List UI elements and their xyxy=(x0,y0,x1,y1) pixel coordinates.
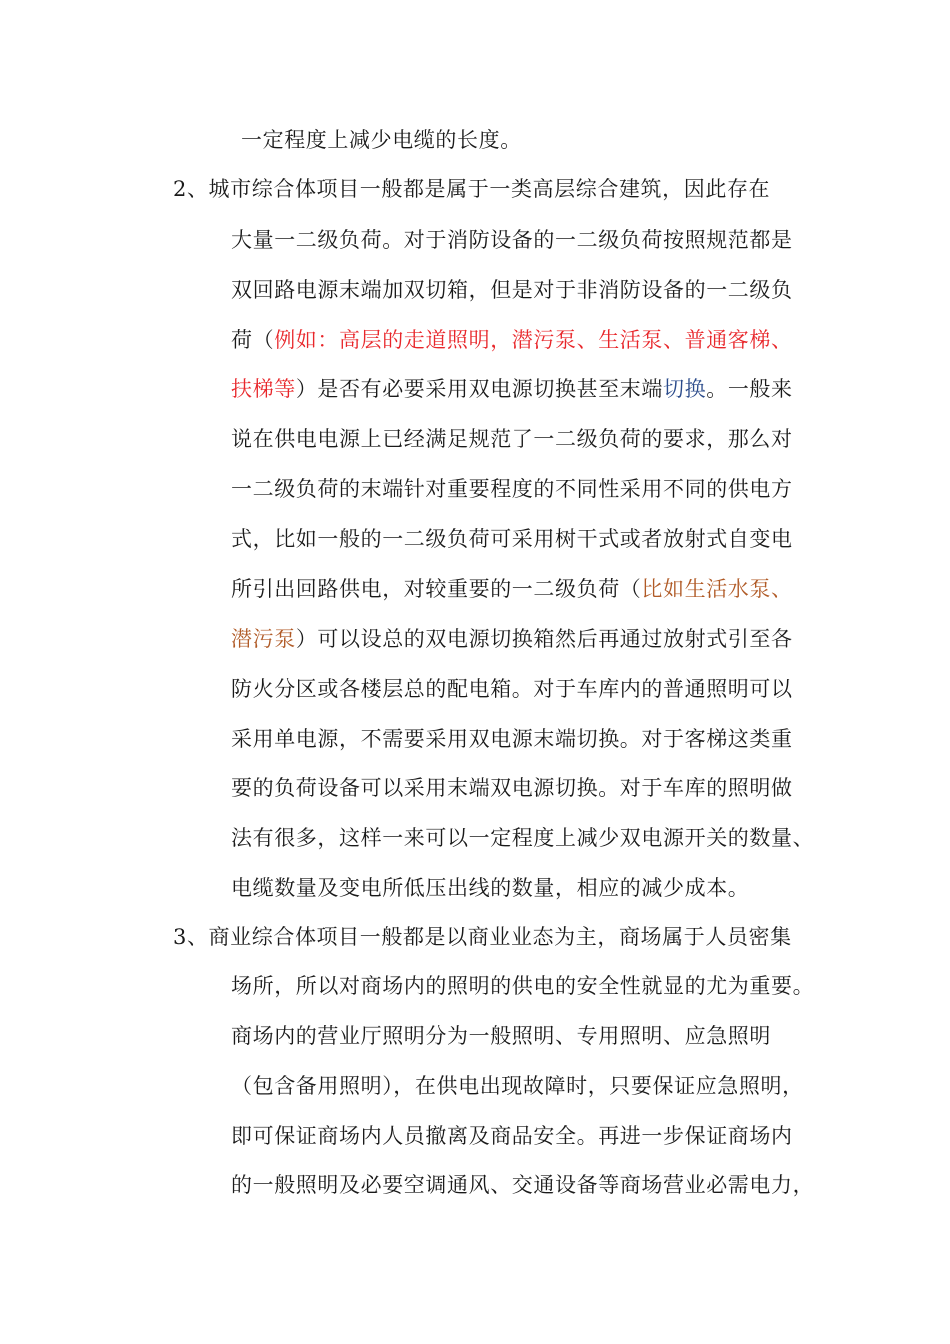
text-line-14 xyxy=(231,775,793,801)
red-highlight-text: 扶梯等 xyxy=(231,377,296,401)
text-line-5 xyxy=(231,327,793,353)
brown-highlight-text: 潜污泵 xyxy=(231,627,296,651)
text-line-20 xyxy=(231,1073,804,1099)
text-run: 双回路电源末端加双切箱，但是对于非消防设备的一二级负 xyxy=(231,278,793,302)
text-line-6 xyxy=(231,376,793,402)
red-highlight-text: 例如：高层的走道照明，潜污泵、生活泵、普通客梯、 xyxy=(274,328,793,352)
text-line-13 xyxy=(231,726,793,752)
text-run: 采用单电源，不需要采用双电源末端切换。对于客梯这类重 xyxy=(231,727,793,751)
text-line-15 xyxy=(231,825,814,851)
text-line-9 xyxy=(231,526,793,552)
text-run: 的一般照明及必要空调通风、交通设备等商场营业必需电力， xyxy=(231,1173,815,1197)
text-line-18 xyxy=(231,973,814,999)
list-item-2-first-line xyxy=(173,176,770,202)
text-line-8 xyxy=(231,476,793,502)
brown-highlight-text: 比如生活水泵、 xyxy=(641,577,793,601)
text-line-16 xyxy=(231,875,749,901)
text-line-10 xyxy=(231,576,793,602)
text-run: 。一般来 xyxy=(706,377,793,401)
text-run: 一定程度上减少电缆的长度。 xyxy=(241,128,522,152)
navy-highlight-text: 切换 xyxy=(663,377,707,401)
text-line-11 xyxy=(231,626,793,652)
text-line-1 xyxy=(241,127,522,153)
text-line-12 xyxy=(231,676,793,702)
text-run: 大量一二级负荷。对于消防设备的一二级负荷按照规范都是 xyxy=(231,228,793,252)
list-item-3-first-line xyxy=(173,924,792,950)
text-run: 要的负荷设备可以采用末端双电源切换。对于车库的照明做 xyxy=(231,776,793,800)
text-run: 商场内的营业厅照明分为一般照明、专用照明、应急照明 xyxy=(231,1024,771,1048)
text-line-22 xyxy=(231,1172,814,1198)
text-run: 电缆数量及变电所低压出线的数量，相应的减少成本。 xyxy=(231,876,750,900)
text-run: 荷（ xyxy=(231,328,275,352)
text-line-21 xyxy=(231,1123,793,1149)
text-line-3 xyxy=(231,227,793,253)
text-run: 法有很多，这样一来可以一定程度上减少双电源开关的数量、 xyxy=(231,826,815,850)
text-run: 即可保证商场内人员撤离及商品安全。再进一步保证商场内 xyxy=(231,1124,793,1148)
text-run: 防火分区或各楼层总的配电箱。对于车库内的普通照明可以 xyxy=(231,677,793,701)
text-line-19 xyxy=(231,1023,771,1049)
text-run: 说在供电电源上已经满足规范了一二级负荷的要求，那么对 xyxy=(231,427,793,451)
text-line-4 xyxy=(231,277,793,303)
text-run: 3、商业综合体项目一般都是以商业业态为主，商场属于人员密集 xyxy=(173,925,792,949)
text-run: （包含备用照明），在供电出现故障时，只要保证应急照明， xyxy=(231,1074,804,1098)
text-run: 一二级负荷的末端针对重要程度的不同性采用不同的供电方 xyxy=(231,477,793,501)
text-run: ）可以设总的双电源切换箱然后再通过放射式引至各 xyxy=(295,627,793,651)
text-run: 场所，所以对商场内的照明的供电的安全性就显的尤为重要。 xyxy=(231,974,815,998)
text-run: 式，比如一般的一二级负荷可采用树干式或者放射式自变电 xyxy=(231,527,793,551)
text-line-7 xyxy=(231,426,793,452)
text-run: 2、城市综合体项目一般都是属于一类高层综合建筑，因此存在 xyxy=(173,177,771,201)
text-run: ）是否有必要采用双电源切换甚至末端 xyxy=(295,377,664,401)
text-run: 所引出回路供电，对较重要的一二级负荷（ xyxy=(231,577,642,601)
